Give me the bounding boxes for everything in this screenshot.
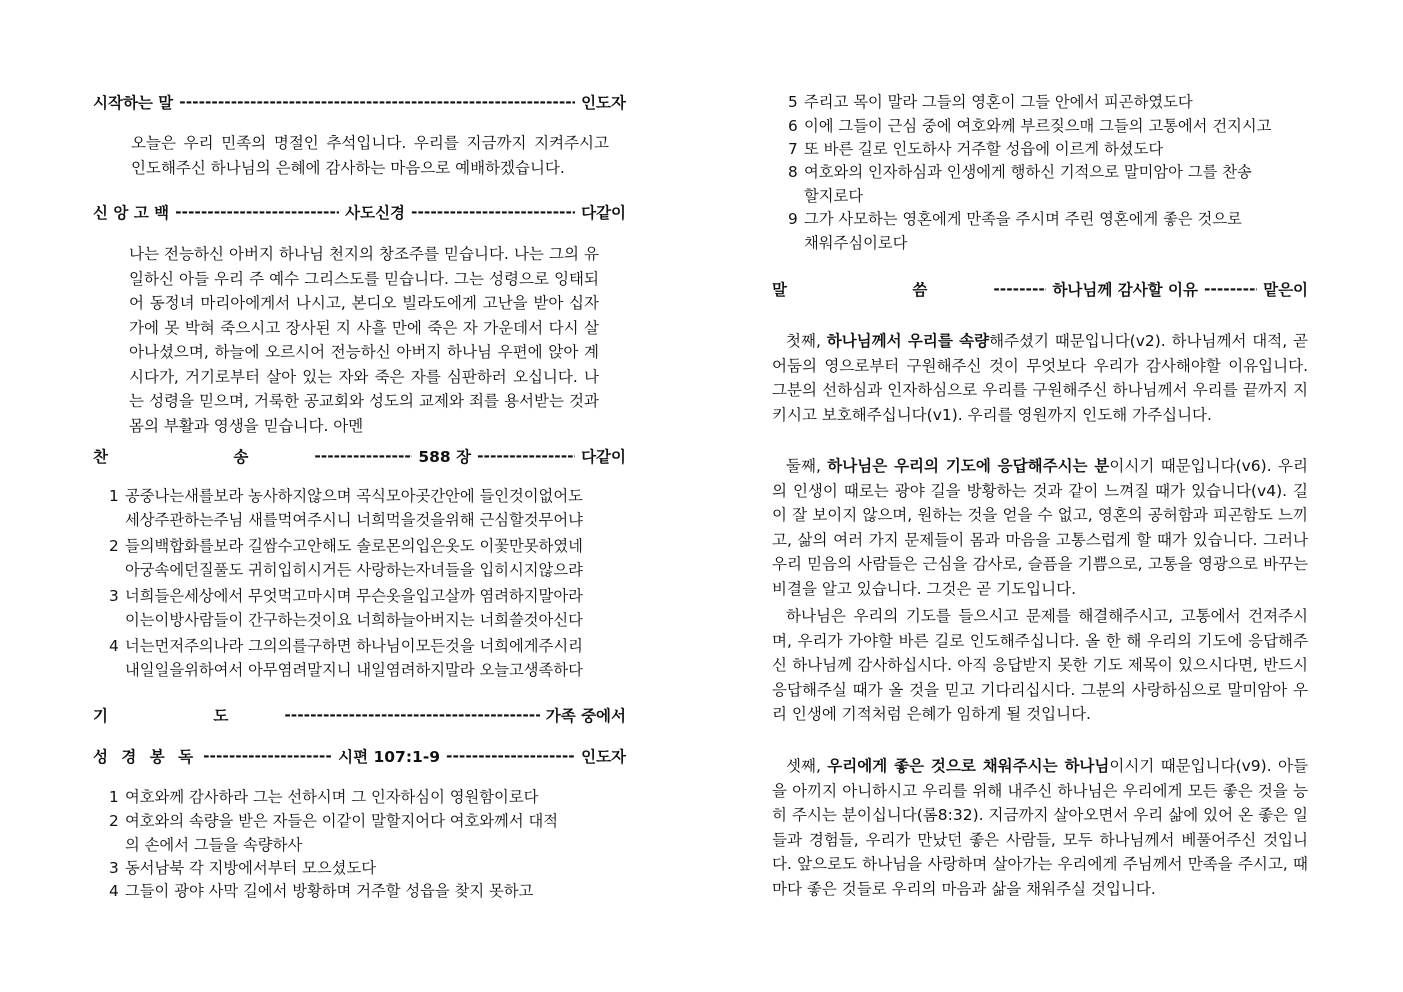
- verse-number: 6: [788, 117, 798, 135]
- section-title: 신 앙 고 백: [93, 204, 170, 222]
- reading-verse: [788, 160, 1308, 208]
- leader-dots: [993, 280, 1046, 298]
- hymn-verse: [109, 484, 609, 532]
- verse-line: 공중나는새를보라 농사하지않으며 곡식모아곳간안에 들인것이없어도: [125, 487, 583, 505]
- verse-number: 3: [109, 587, 119, 605]
- reading-verse: [109, 809, 609, 857]
- sermon-heading: [772, 277, 1308, 301]
- reading-verse: [109, 785, 609, 809]
- verse-line: 여호와의 인자하심과 인생에게 행하신 기적으로 말미암아 그를 찬송: [804, 163, 1252, 181]
- verse-line: 이에 그들이 근심 중에 여호와께 부르짖으매 그들의 고통에서 건지시고: [804, 117, 1272, 135]
- verse-line: 주리고 목이 말라 그들의 영혼이 그들 안에서 피곤하였도다: [804, 93, 1193, 111]
- section-title: 성 경 봉 독: [93, 748, 198, 766]
- verse-line: 그들이 광야 사막 길에서 방황하며 거주할 성읍을 찾지 못하고: [125, 882, 534, 900]
- sermon-paragraph-4: 셋째, 우리에게 좋은 것으로 채워주시는 하나님이시기 때문입니다(v9). 아들을 아끼지 아니하시고 우리를 위해 내주신 하나님은 우리에게 모든 좋은 것을 능히 주시는 분이십니다(롬8:32). 지금까지 살아오면서 우리 삶에 있어 온 좋은 일들과 경험들, 우리가 만났던 좋은 사람들, 모두 하나님께서 베풀어주신 것입니다. 앞으로도 하나님을 사랑하며 살아가는 우리에게 주님께서 만족을 주시고, 때마다 좋은 것들로 우리의 마음과 삶을 채워주실 것입니다.: [772, 757, 1308, 898]
- section-title: 말 씀: [772, 281, 988, 299]
- sermon-paragraph-3: 하나님은 우리의 기도를 들으시고 문제를 해결해주시고, 고통에서 건져주시며, 우리가 가야할 바른 길로 인도해주십니다. 올 한 해 우리의 기도에 응답해주신 하나님께 감사하십시다. 아직 응답받지 못한 기도 제목이 있으시다면, 반드시 응답해주실 때가 올 것을 믿고 기다리십시다. 그분의 사랑하심으로 말미암아 우리 인생에 기적처럼 은혜가 임하게 될 것입니다.: [772, 607, 1308, 723]
- section-leader: 가족 중에서: [545, 707, 626, 725]
- reading-verse: [788, 207, 1308, 255]
- verse-line: 여호와께 감사하라 그는 선하시며 그 인자하심이 영원함이로다: [125, 788, 539, 806]
- verse-line: 동서남북 각 지방에서부터 모으셨도다: [125, 859, 377, 877]
- verse-number: 4: [109, 637, 119, 655]
- verse-line: 들의백합화를보라 길쌈수고안해도 솔로몬의입은옷도 이꽃만못하였네: [125, 537, 583, 555]
- reading-heading: [93, 744, 626, 768]
- verse-line: 내일일을위하여서 아무염려말지니 내일염려하지말라 오늘고생족하다: [125, 661, 583, 679]
- verse-number: 1: [109, 487, 119, 505]
- verse-line: 또 바른 길로 인도하사 거주할 성읍에 이르게 하셨도다: [804, 140, 1164, 158]
- verse-number: 1: [109, 788, 119, 806]
- hymn-heading: [93, 444, 626, 468]
- verse-number: 9: [788, 210, 798, 228]
- verse-line: 아궁속에던질풀도 귀히입히시거든 사랑하는자녀들을 입히시지않으랴: [125, 561, 583, 579]
- creed-text: 나는 전능하신 아버지 하나님 천지의 창조주를 믿습니다. 나는 그의 유일하신 아들 우리 주 예수 그리스도를 믿습니다. 그는 성령으로 잉태되어 동정녀 마리아에게서 나시고, 본디오 빌라도에게 고난을 받아 십자가에 못 박혀 죽으시고 장사된 지 사흘 만에 죽은 자 가운데서 다시 살아나셨으며, 하늘에 오르시어 전능하신 아버지 하나님 우편에 앉아 계시다가, 거기로부터 살아 있는 자와 죽은 자를 심판하러 오십니다. 나는 성령을 믿으며, 거룩한 공교회와 성도의 교제와 죄를 용서받는 것과 몸의 부활과 영생을 믿습니다. 아멘: [129, 245, 599, 435]
- leader-dots: [314, 447, 412, 465]
- leader-dots: [175, 203, 339, 221]
- leader-dots: [411, 203, 575, 221]
- leader-dots: [284, 706, 539, 724]
- hymn-verse: [109, 584, 609, 632]
- verse-number: 5: [788, 93, 798, 111]
- prayer-heading: [93, 703, 626, 727]
- leader-dots: [446, 747, 575, 765]
- leader-dots: [179, 93, 575, 111]
- hymn-verse: [109, 634, 609, 682]
- section-middle: 하나님께 감사할 이유: [1052, 281, 1198, 299]
- verse-number: 8: [788, 163, 798, 181]
- reading-verse: [788, 90, 1308, 114]
- verse-line: 채워주심이로다: [804, 234, 908, 252]
- verse-line: 그가 사모하는 영혼에게 만족을 주시며 주린 영혼에게 좋은 것으로: [804, 210, 1242, 228]
- creed-heading: [93, 200, 626, 224]
- section-middle: 시편 107:1-9: [338, 748, 441, 766]
- sermon-paragraph-1: 첫째, 하나님께서 우리를 속량해주셨기 때문입니다(v2). 하나님께서 대적, 곧 어둠의 영으로부터 구원해주신 것이 무엇보다 우리가 감사해야할 이유입니다. 그분의 선하심과 인자하심으로 우리를 구원해주신 하나님께서 우리를 끝까지 지키시고 보호해주십니다(v1). 우리를 영원까지 인도해 가주십니다.: [772, 332, 1308, 424]
- verse-number: 2: [109, 537, 119, 555]
- reading-verse: [788, 137, 1308, 161]
- reading-verse: [109, 879, 609, 903]
- section-leader: 다같이: [581, 448, 626, 466]
- opening-text: 오늘은 우리 민족의 명절인 추석입니다. 우리를 지금까지 지켜주시고 인도해주신 하나님의 은혜에 감사하는 마음으로 예배하겠습니다.: [131, 134, 609, 177]
- leader-dots: [1204, 280, 1257, 298]
- verse-line: 너희들은세상에서 무엇먹고마시며 무슨옷을입고살까 염려하지말아라: [125, 587, 583, 605]
- section-title: 찬 송: [93, 448, 309, 466]
- section-title: 기 도: [93, 707, 279, 725]
- section-leader: 인도자: [581, 748, 627, 766]
- leader-dots: [203, 747, 332, 765]
- verse-line: 이는이방사람들이 간구하는것이요 너희하늘아버지는 너희쓸것아신다: [125, 611, 583, 629]
- section-leader: 다같이: [581, 204, 627, 222]
- section-middle: 588 장: [418, 448, 472, 466]
- section-title: 시작하는 말: [93, 94, 174, 112]
- verse-line: 너는먼저주의나라 그의의를구하면 하나님이모든것을 너희에게주시리: [125, 637, 583, 655]
- leader-dots: [477, 447, 575, 465]
- verse-number: 7: [788, 140, 798, 158]
- reading-verse: [109, 856, 609, 880]
- reading-verse: [788, 114, 1308, 138]
- verse-number: 2: [109, 812, 119, 830]
- verse-line: 여호와의 속량을 받은 자들은 이같이 말할지어다 여호와께서 대적: [125, 812, 559, 830]
- opening-heading: [93, 90, 626, 114]
- section-leader: 맡은이: [1263, 281, 1309, 299]
- verse-line: 세상주관하는주님 새를먹여주시니 너희먹을것을위해 근심할것무어냐: [125, 511, 583, 529]
- verse-line: 할지로다: [804, 187, 864, 205]
- verse-number: 3: [109, 859, 119, 877]
- hymn-verse: [109, 534, 609, 582]
- sermon-paragraph-2: 둘째, 하나님은 우리의 기도에 응답해주시는 분이시기 때문입니다(v6). 우리의 인생이 때로는 광야 길을 방황하는 것과 같이 느껴질 때가 있습니다(v4). 길이 잘 보이지 않으며, 원하는 것을 얻을 수 없고, 영혼의 공허함과 피곤함도 느끼고, 삶의 여러 가지 문제들이 몸과 마음을 고통스럽게 할 때가 있습니다. 그러나 우리 믿음의 사람들은 근심을 감사로, 슬픔을 기쁨으로, 고통을 영광으로 바꾸는 비결을 알고 있습니다. 그것은 곧 기도입니다.: [772, 457, 1308, 598]
- section-leader: 인도자: [581, 94, 626, 112]
- section-middle: 사도신경: [345, 204, 406, 222]
- verse-number: 4: [109, 882, 119, 900]
- verse-line: 의 손에서 그들을 속량하사: [125, 836, 303, 854]
